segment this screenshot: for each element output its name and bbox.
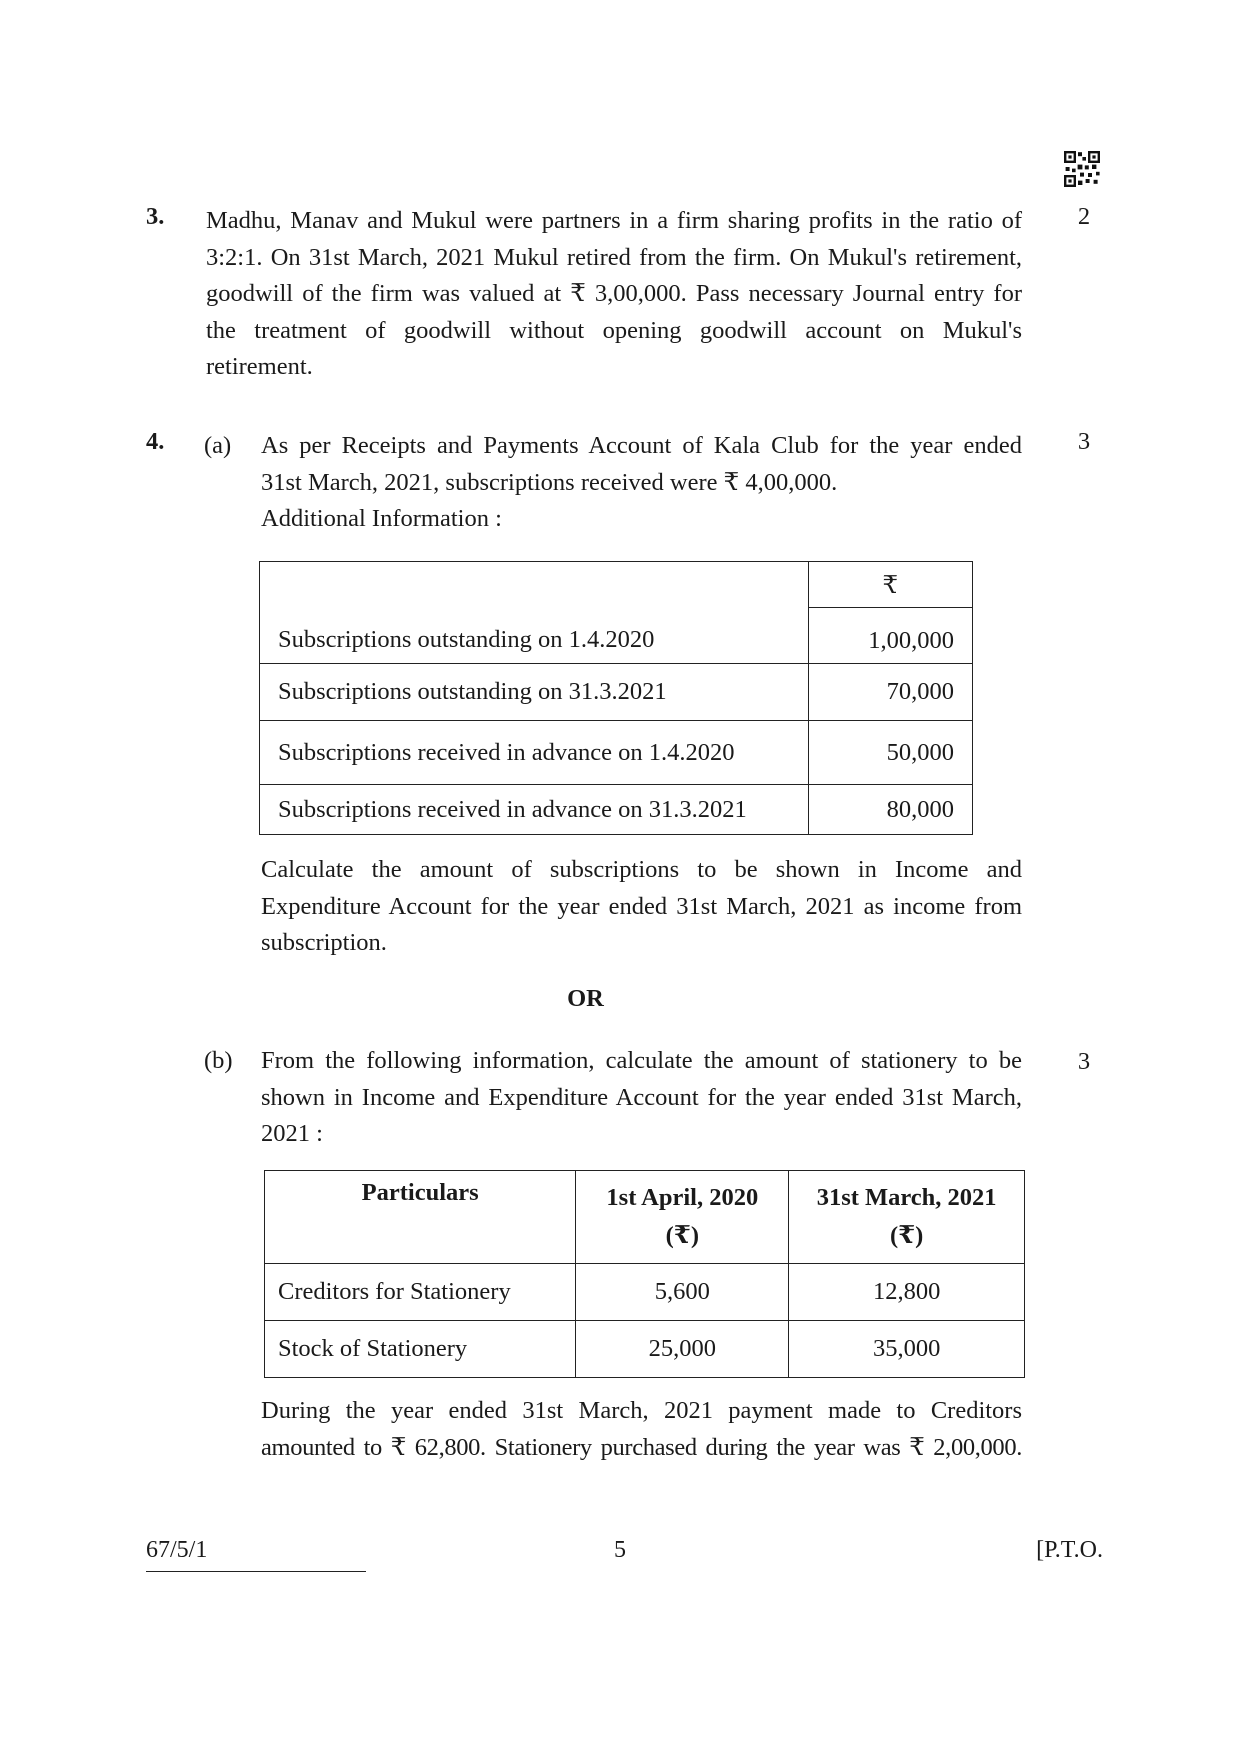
- q3-line: the treatment of goodwill without opening goodwill account on Mukul's: [206, 316, 1022, 344]
- q3-line: 3:2:1. On 31st March, 2021 Mukul retired from the firm. On Mukul's retirement,: [206, 243, 1022, 271]
- row-value: 70,000: [808, 664, 972, 721]
- header-col-2: [789, 1171, 1025, 1264]
- table-row: [260, 664, 973, 721]
- row-value: 25,000: [576, 1321, 789, 1378]
- currency-header: ₹: [808, 562, 972, 608]
- row-value: 1,00,000: [808, 608, 972, 664]
- table-row: [260, 785, 973, 835]
- part-a-marks: 3: [1077, 428, 1091, 455]
- part-b-label: (b): [204, 1047, 233, 1074]
- row-value: 50,000: [808, 721, 972, 785]
- question-number-3: 3.: [146, 203, 165, 230]
- row-value: 80,000: [808, 785, 972, 835]
- row-label: Subscriptions received in advance on 1.4.2020: [260, 721, 809, 785]
- q3-line: goodwill of the firm was valued at ₹ 3,00,000. Pass necessary Journal entry for: [206, 280, 1022, 307]
- part-b-after-line: amounted to ₹ 62,800. Stationery purchased during the year was ₹ 2,00,000.: [261, 1433, 1022, 1461]
- subscriptions-table: [259, 561, 973, 835]
- part-b-instruction: [261, 1393, 1022, 1466]
- part-b-text: [261, 1043, 1022, 1153]
- part-b-line: From the following information, calculate the amount of stationery to be: [261, 1047, 1022, 1074]
- pto-label: [P.T.O.: [1036, 1537, 1103, 1563]
- paper-code: 67/5/1: [146, 1537, 208, 1563]
- row-value: 5,600: [576, 1264, 789, 1321]
- part-a-after-line: subscription.: [261, 929, 387, 956]
- part-a-line: Additional Information :: [261, 505, 502, 532]
- header-col-1: [576, 1171, 789, 1264]
- header-1st-april-2020: 1st April, 2020: [606, 1184, 759, 1211]
- part-a-after-line: Expenditure Account for the year ended 31st March, 2021 as income from: [261, 892, 1022, 920]
- header-31st-march-2021: 31st March, 2021: [816, 1184, 997, 1211]
- page-number: 5: [614, 1537, 626, 1563]
- table-row: [260, 608, 973, 664]
- table-row: [260, 721, 973, 785]
- row-label: Subscriptions received in advance on 31.3.2021: [260, 785, 809, 835]
- row-label: Stock of Stationery: [265, 1321, 576, 1378]
- part-b-line: shown in Income and Expenditure Account for the year ended 31st March,: [261, 1083, 1022, 1111]
- table-cell-blank: [260, 562, 809, 608]
- question-3-text: [206, 203, 1022, 386]
- part-a-line: 31st March, 2021, subscriptions received were ₹ 4,00,000.: [261, 468, 838, 496]
- row-label: Creditors for Stationery: [265, 1264, 576, 1321]
- question-number-4: 4.: [146, 428, 165, 455]
- header-particulars: Particulars: [265, 1171, 576, 1264]
- row-label: Subscriptions outstanding on 1.4.2020: [260, 608, 809, 664]
- q3-line: Madhu, Manav and Mukul were partners in a firm sharing profits in the ratio of: [206, 207, 1022, 234]
- part-b-after-line: During the year ended 31st March, 2021 payment made to Creditors: [261, 1397, 1022, 1424]
- q3-line: retirement.: [206, 353, 313, 380]
- or-separator: OR: [567, 985, 604, 1012]
- stationery-table: [264, 1170, 1025, 1378]
- part-b-marks: 3: [1077, 1048, 1091, 1075]
- qr-code-icon: [1064, 151, 1100, 187]
- table-row: [265, 1264, 1025, 1321]
- row-value: 12,800: [789, 1264, 1025, 1321]
- table-row: [265, 1321, 1025, 1378]
- table-row: [260, 562, 973, 608]
- part-a-line: As per Receipts and Payments Account of Kala Club for the year ended: [261, 432, 1022, 459]
- header-unit: (₹): [889, 1222, 924, 1249]
- part-b-line: 2021 :: [261, 1120, 323, 1147]
- part-a-instruction: [261, 852, 1022, 962]
- part-a-text: [261, 428, 1022, 538]
- row-value: 35,000: [789, 1321, 1025, 1378]
- part-a-label: (a): [204, 432, 232, 459]
- header-unit: (₹): [665, 1222, 699, 1249]
- table-header-row: [265, 1171, 1025, 1264]
- row-label: Subscriptions outstanding on 31.3.2021: [260, 664, 809, 721]
- question-3-marks: 2: [1077, 203, 1091, 230]
- footer-underline: [146, 1571, 366, 1572]
- part-a-after-line: Calculate the amount of subscriptions to be shown in Income and: [261, 856, 1022, 883]
